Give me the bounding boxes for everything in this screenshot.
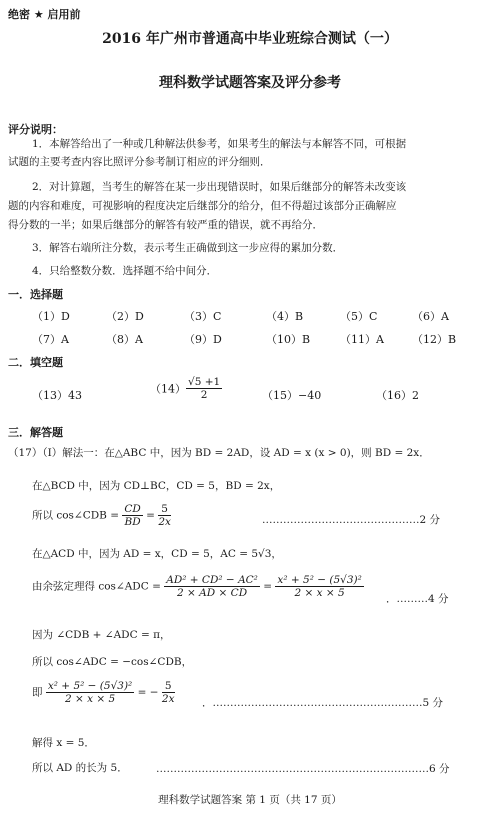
confidential-mark: 绝密 ★ 启用前 xyxy=(8,8,81,21)
solution-line: 因为 ∠CDB + ∠ADC = π， xyxy=(32,629,171,641)
fraction-numerator: x² + 5² − (5√3)² xyxy=(277,574,362,586)
fraction xyxy=(162,680,175,705)
score-mark: ．………4 分 xyxy=(386,593,449,605)
note-line: 1．本解答给出了一种或几种解法供参考，如果考生的解法与本解答不同，可根据 xyxy=(32,138,407,150)
fraction-numerator: CD xyxy=(124,503,141,515)
score-mark: ………………………………………2 分 xyxy=(262,514,441,526)
fraction-denominator: 2 × x × 5 xyxy=(64,693,116,705)
fill-answer-15: （15）−40 xyxy=(262,389,322,402)
fraction-denominator: 2 × AD × CD xyxy=(177,587,248,599)
fraction xyxy=(158,503,171,528)
fraction-numerator: AD² + CD² − AC² xyxy=(166,574,258,586)
fraction xyxy=(164,574,260,599)
note-line: 2．对计算题，当考生的解答在某一步出现错误时，如果后继部分的解答未改变该 xyxy=(32,181,407,193)
fraction-denominator: BD xyxy=(124,516,141,528)
fraction-denominator: 2x xyxy=(158,516,171,528)
score-mark: ．……………………………………………………5 分 xyxy=(202,697,444,709)
choice-answer: （3）C xyxy=(184,310,222,323)
fraction-numerator: x² + 5² − (5√3)² xyxy=(47,680,133,692)
choice-answer: （12）B xyxy=(412,333,457,346)
note-line: 试题的主要考查内容比照评分参考制订相应的评分细则． xyxy=(8,156,271,168)
score-mark: ……………………………………………………………………6 分 xyxy=(156,763,450,775)
exam-title: 2016 年广州市普通高中毕业班综合测试（一） xyxy=(102,31,398,47)
fraction-numerator: 5 xyxy=(162,680,175,693)
section-heading: 三．解答题 xyxy=(8,426,63,439)
choice-answer: （5）C xyxy=(340,310,378,323)
document-subtitle: 理科数学试题答案及评分参考 xyxy=(159,75,341,91)
fraction-denominator: 2x xyxy=(161,693,175,705)
fill-answer-13: （13）43 xyxy=(32,389,82,402)
fraction xyxy=(275,574,363,599)
fraction-denominator: 2 xyxy=(200,389,208,401)
solution-line-equation xyxy=(32,680,175,705)
solution-line: 在△ACD 中，因为 AD = x，CD = 5，AC = 5√3， xyxy=(32,548,282,560)
equals-sign: = − xyxy=(137,686,159,699)
choice-answer: （7）A xyxy=(32,333,69,346)
formula-text: 所以 cos∠CDB = xyxy=(32,509,120,522)
note-line: 得分数的一半；如果后继部分的解答有较严重的错误，就不再给分． xyxy=(8,219,323,231)
note-line: 3．解答右端所注分数，表示考生正确做到这一步应得的累加分数． xyxy=(32,242,344,254)
notes-heading: 评分说明： xyxy=(8,123,63,136)
fraction xyxy=(46,680,134,705)
solution-line-cos-cdb xyxy=(32,503,171,528)
solution-line: 解得 x = 5． xyxy=(32,737,95,749)
note-line: 4．只给整数分数．选择题不给中间分． xyxy=(32,265,218,277)
choice-answer: （11）A xyxy=(340,333,384,346)
solution-line: 在△BCD 中，因为 CD⊥BC，CD = 5，BD = 2x， xyxy=(32,480,281,492)
fill-answer-14 xyxy=(150,376,222,401)
fraction xyxy=(186,376,222,401)
equals-sign: = xyxy=(263,580,273,593)
fraction-numerator: 5 xyxy=(158,503,171,516)
section-heading: 一．选择题 xyxy=(8,288,63,301)
equals-sign: = xyxy=(146,509,155,522)
solution-line-cos-adc xyxy=(32,574,364,599)
choice-answer: （9）D xyxy=(184,333,222,346)
choice-answer: （2）D xyxy=(106,310,144,323)
formula-text: 即 xyxy=(32,686,43,699)
fraction-numerator: √5 +1 xyxy=(188,376,221,388)
solution-line: （17）（Ⅰ）解法一：在△ABC 中，因为 BD = 2AD，设 AD = x (x > 0)，则 BD = 2x． xyxy=(8,447,430,459)
choice-answer: （10）B xyxy=(266,333,311,346)
formula-text: 由余弦定理得 cos∠ADC = xyxy=(32,580,161,593)
choice-answer: （4）B xyxy=(266,310,304,323)
fraction-denominator: 2 × x × 5 xyxy=(294,587,345,599)
choice-answer: （8）A xyxy=(106,333,143,346)
fill-answer-16: （16）2 xyxy=(376,389,419,402)
solution-line: 所以 cos∠ADC = −cos∠CDB， xyxy=(32,656,193,668)
fill-answer-14-label: （14） xyxy=(150,382,186,396)
page-footer: 理科数学试题答案 第 1 页（共 17 页） xyxy=(158,794,342,806)
note-line: 题的内容和难度，可视影响的程度决定后继部分的给分，但不得超过该部分正确解应 xyxy=(8,200,397,212)
choice-answer: （1）D xyxy=(32,310,70,323)
fraction xyxy=(122,503,142,528)
solution-line: 所以 AD 的长为 5． xyxy=(32,762,128,774)
section-heading: 二．填空题 xyxy=(8,356,63,369)
choice-answer: （6）A xyxy=(412,310,449,323)
